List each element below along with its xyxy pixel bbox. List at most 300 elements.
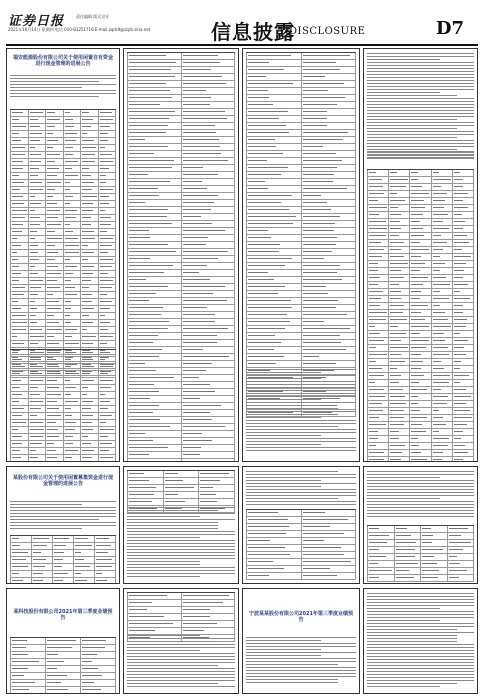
table-row [127, 53, 235, 60]
table-row [367, 247, 474, 254]
table-cell [29, 131, 47, 137]
table-cell [81, 110, 99, 116]
table-row [246, 524, 356, 531]
table-cell [246, 517, 302, 523]
table-cell [367, 373, 389, 379]
table-cell [99, 166, 117, 172]
table-cell [64, 285, 82, 291]
table-cell [29, 257, 47, 263]
table-cell [10, 215, 29, 221]
table-row [367, 289, 474, 296]
table-row [127, 347, 235, 354]
table-cell [182, 347, 236, 353]
table-cell [29, 406, 47, 412]
table-cell [432, 450, 453, 456]
table-cell [410, 254, 431, 260]
table-cell [410, 415, 431, 421]
table-cell [302, 221, 357, 227]
table-cell [367, 561, 395, 567]
table-cell [127, 158, 182, 164]
table-cell [99, 201, 117, 207]
table-cell [53, 578, 74, 584]
table-cell [46, 392, 64, 398]
table-cell [453, 422, 474, 428]
table-cell [182, 144, 236, 150]
table-cell [432, 373, 453, 379]
table-row [367, 408, 474, 415]
table-cell [182, 193, 236, 199]
table-row [246, 214, 356, 221]
table-cell [29, 110, 47, 116]
table-cell [99, 138, 117, 144]
table-row [127, 179, 235, 186]
table-cell [29, 201, 47, 207]
table-cell [395, 568, 422, 574]
table-cell [367, 366, 389, 372]
table-cell [99, 320, 117, 326]
table-cell [246, 221, 302, 227]
table-cell [367, 296, 389, 302]
table-cell [29, 159, 47, 165]
table-row [127, 471, 235, 478]
editor-credit: 责任编辑 版式设计 [76, 14, 110, 19]
table-cell [302, 109, 357, 115]
table-row [10, 364, 116, 371]
table-cell [389, 247, 410, 253]
table-row [367, 240, 474, 247]
table-cell [182, 221, 236, 227]
table-cell [127, 389, 182, 395]
table-row [246, 88, 356, 95]
table-row [246, 312, 356, 319]
table-cell [246, 67, 302, 73]
table-cell [99, 159, 117, 165]
table-row [127, 438, 235, 445]
table-cell [182, 593, 236, 599]
table-cell [81, 638, 116, 644]
table-row [127, 130, 235, 137]
table-cell [432, 324, 453, 330]
table-cell [81, 673, 116, 679]
table-row [246, 305, 356, 312]
table-cell [81, 652, 116, 658]
table-row [246, 158, 356, 165]
table-cell [10, 666, 46, 672]
table-cell [81, 166, 99, 172]
table-cell [99, 257, 117, 263]
table-row [10, 334, 116, 341]
table-cell [182, 438, 236, 444]
table-cell [29, 371, 47, 377]
table-cell [367, 526, 395, 532]
table-cell [246, 340, 302, 346]
table-cell [81, 124, 99, 130]
table-row [10, 557, 116, 564]
table-cell [46, 145, 64, 151]
table-row [246, 228, 356, 235]
table-cell [46, 152, 64, 158]
table-cell [10, 385, 29, 391]
table-cell [29, 399, 47, 405]
table-cell [302, 186, 357, 192]
table-row [127, 67, 235, 74]
table-cell [29, 320, 47, 326]
data-table [10, 109, 116, 376]
table-cell [246, 88, 302, 94]
table-row [367, 317, 474, 324]
table-cell [29, 357, 47, 363]
table-cell [99, 392, 117, 398]
table-row [367, 401, 474, 408]
table-cell [127, 242, 182, 248]
table-cell [99, 306, 117, 312]
table-cell [29, 385, 47, 391]
table-cell [64, 194, 82, 200]
table-cell [395, 554, 422, 560]
table-row [367, 561, 474, 568]
table-cell [453, 275, 474, 281]
table-cell [302, 277, 357, 283]
table-cell [432, 233, 453, 239]
table-cell [127, 207, 182, 213]
table-cell [10, 392, 29, 398]
table-cell [127, 67, 182, 73]
table-cell [182, 214, 236, 220]
table-row [127, 221, 235, 228]
table-cell [367, 331, 389, 337]
table-cell [302, 298, 357, 304]
table-cell [29, 236, 47, 242]
table-cell [46, 292, 64, 298]
table-cell [99, 334, 117, 340]
table-cell [10, 364, 29, 370]
table-cell [182, 326, 236, 332]
table-cell [10, 645, 46, 651]
table-cell [164, 499, 200, 505]
table-cell [367, 303, 389, 309]
table-cell [46, 364, 64, 370]
table-row [246, 144, 356, 151]
table-cell [367, 233, 389, 239]
table-cell [410, 401, 431, 407]
data-table [246, 52, 356, 417]
table-cell [29, 166, 47, 172]
table-cell [389, 373, 410, 379]
table-cell [127, 81, 182, 87]
table-cell [81, 399, 99, 405]
table-cell [46, 285, 64, 291]
table-row [367, 261, 474, 268]
table-cell [46, 257, 64, 263]
table-cell [453, 191, 474, 197]
table-row [246, 263, 356, 270]
table-cell [453, 359, 474, 365]
table-cell [395, 547, 422, 553]
table-cell [10, 117, 29, 123]
table-cell [453, 177, 474, 183]
table-cell [127, 88, 182, 94]
table-cell [182, 368, 236, 374]
table-cell [432, 436, 453, 442]
table-cell [29, 306, 47, 312]
table-cell [10, 264, 29, 270]
table-cell [246, 305, 302, 311]
table-cell [432, 177, 453, 183]
table-cell [127, 431, 182, 437]
table-cell [99, 194, 117, 200]
table-cell [182, 607, 236, 613]
table-cell [389, 450, 410, 456]
table-cell [81, 250, 99, 256]
table-cell [246, 333, 302, 339]
table-cell [302, 235, 357, 241]
table-row [10, 215, 116, 222]
table-cell [432, 429, 453, 435]
table-cell [302, 305, 357, 311]
table-row [367, 324, 474, 331]
table-cell [46, 652, 81, 658]
table-cell [99, 455, 117, 461]
table-cell [53, 550, 74, 556]
table-row [10, 285, 116, 292]
table-row [246, 284, 356, 291]
table-cell [367, 198, 389, 204]
announcement-mid-2 [123, 466, 239, 584]
table-row [10, 578, 116, 584]
table-cell [182, 319, 236, 325]
table-cell [302, 74, 357, 80]
table-row [127, 186, 235, 193]
table-cell [453, 331, 474, 337]
table-cell [46, 413, 64, 419]
table-cell [453, 443, 474, 449]
table-row [127, 431, 235, 438]
table-cell [410, 429, 431, 435]
table-cell [246, 151, 302, 157]
table-cell [46, 194, 64, 200]
table-cell [367, 261, 389, 267]
table-row [367, 568, 474, 575]
table-cell [410, 282, 431, 288]
table-cell [410, 352, 431, 358]
table-cell [453, 247, 474, 253]
table-cell [367, 324, 389, 330]
table-cell [127, 172, 182, 178]
table-cell [389, 310, 410, 316]
table-cell [46, 399, 64, 405]
table-cell [10, 208, 29, 214]
table-row [246, 361, 356, 368]
table-cell [46, 110, 64, 116]
table-cell [74, 543, 95, 549]
table-cell [453, 401, 474, 407]
article-body [367, 471, 474, 519]
table-cell [81, 145, 99, 151]
table-cell [99, 299, 117, 305]
table-cell [302, 552, 357, 558]
table-cell [432, 352, 453, 358]
table-cell [182, 621, 236, 627]
table-cell [410, 177, 431, 183]
table-cell [182, 186, 236, 192]
table-row [10, 306, 116, 313]
table-row [10, 420, 116, 427]
table-cell [432, 457, 453, 462]
table-cell [46, 320, 64, 326]
table-cell [29, 250, 47, 256]
table-cell [127, 340, 182, 346]
table-row [367, 394, 474, 401]
table-row [367, 450, 474, 457]
table-cell [64, 278, 82, 284]
table-cell [64, 187, 82, 193]
table-cell [10, 243, 29, 249]
table-row [10, 250, 116, 257]
table-cell [410, 317, 431, 323]
table-cell [367, 394, 389, 400]
table-cell [389, 345, 410, 351]
announcement-bottom-left [6, 588, 120, 694]
table-cell [246, 137, 302, 143]
table-cell [389, 289, 410, 295]
header-rule [6, 44, 478, 46]
table-cell [127, 368, 182, 374]
table-cell [453, 310, 474, 316]
table-cell [81, 229, 99, 235]
table-cell [453, 240, 474, 246]
table-cell [421, 540, 448, 546]
table-row [10, 571, 116, 578]
table-row [246, 573, 356, 580]
table-cell [246, 214, 302, 220]
table-cell [302, 81, 357, 87]
table-row [246, 340, 356, 347]
table-cell [10, 341, 29, 347]
table-row [127, 207, 235, 214]
table-cell [410, 331, 431, 337]
table-cell [246, 249, 302, 255]
table-row [10, 131, 116, 138]
table-cell [302, 510, 357, 516]
table-cell [46, 350, 64, 356]
table-cell [81, 327, 99, 333]
table-row [246, 130, 356, 137]
table-cell [453, 212, 474, 218]
table-cell [389, 352, 410, 358]
table-cell [10, 110, 29, 116]
table-cell [46, 243, 64, 249]
table-row [367, 177, 474, 184]
table-cell [10, 327, 29, 333]
table-cell [99, 292, 117, 298]
table-cell [127, 396, 182, 402]
table-row [10, 138, 116, 145]
table-cell [81, 441, 99, 447]
table-cell [302, 144, 357, 150]
table-cell [127, 485, 164, 491]
table-row [127, 326, 235, 333]
table-cell [389, 184, 410, 190]
table-row [127, 214, 235, 221]
table-cell [64, 110, 82, 116]
table-cell [10, 173, 29, 179]
table-cell [410, 387, 431, 393]
table-cell [367, 338, 389, 344]
table-cell [64, 208, 82, 214]
table-row [246, 235, 356, 242]
table-cell [53, 571, 74, 577]
table-cell [64, 299, 82, 305]
table-cell [246, 158, 302, 164]
table-cell [410, 205, 431, 211]
table-cell [46, 334, 64, 340]
table-row [127, 116, 235, 123]
table-cell [410, 303, 431, 309]
table-cell [367, 240, 389, 246]
table-cell [99, 187, 117, 193]
table-cell [182, 67, 236, 73]
table-cell [10, 124, 29, 130]
table-cell [432, 331, 453, 337]
table-cell [246, 193, 302, 199]
table-cell [410, 394, 431, 400]
table-cell [64, 159, 82, 165]
table-cell [81, 131, 99, 137]
table-cell [302, 354, 357, 360]
table-cell [421, 568, 448, 574]
table-cell [395, 526, 422, 532]
table-cell [127, 478, 164, 484]
table-cell [53, 536, 74, 542]
table-cell [182, 256, 236, 262]
table-cell [29, 434, 47, 440]
table-cell [410, 373, 431, 379]
table-cell [81, 306, 99, 312]
table-cell [10, 229, 29, 235]
table-cell [302, 60, 357, 66]
table-row [10, 434, 116, 441]
table-cell [64, 413, 82, 419]
table-row [127, 200, 235, 207]
table-cell [46, 208, 64, 214]
article-body [10, 75, 116, 99]
table-row [10, 385, 116, 392]
table-row [246, 333, 356, 340]
table-cell [182, 445, 236, 451]
table-cell [127, 123, 182, 129]
table-row [10, 166, 116, 173]
table-cell [302, 249, 357, 255]
table-row [246, 53, 356, 60]
table-cell [81, 180, 99, 186]
table-cell [410, 268, 431, 274]
table-cell [99, 313, 117, 319]
table-cell [81, 341, 99, 347]
table-cell [164, 485, 200, 491]
table-cell [410, 289, 431, 295]
table-row [246, 319, 356, 326]
table-cell [10, 578, 32, 584]
table-row [246, 531, 356, 538]
table-cell [389, 261, 410, 267]
table-cell [29, 455, 47, 461]
table-cell [64, 243, 82, 249]
table-cell [448, 533, 475, 539]
table-cell [81, 271, 99, 277]
table-cell [64, 334, 82, 340]
table-cell [302, 566, 357, 572]
table-row [10, 320, 116, 327]
